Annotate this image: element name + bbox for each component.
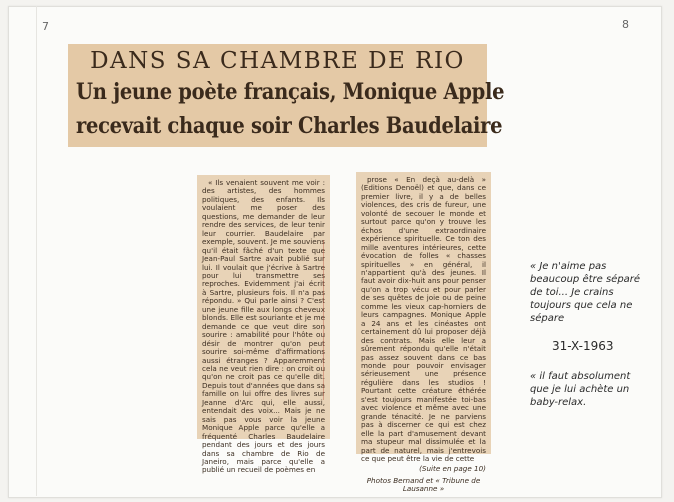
headline-kicker: DANS SA CHAMBRE DE RIO <box>90 48 465 74</box>
photo-credit: Photos Bernand et « Tribune de Lausanne » <box>366 475 481 494</box>
page-number-left: 7 <box>42 20 49 33</box>
article-clipping-right <box>356 172 491 494</box>
article-clipping-left <box>197 175 330 475</box>
article-text-left: « Ils venaient souvent me voir : des artistes, des hommes politiques, des enfants. Ils voulaient me poser des questions, me demander de leur rendre des services, de leur tenir leur courrier. Baudelaire par exemple, souvent. Je me souviens qu'il était fâché d'un texte que Jean-Paul Sartre avait publié sur lui. Il voulait que j'écrive à Sartre pour lui transmettre ses reproches. Evidemment j'ai écrit à Sartre, plusieurs fois. Il n'a pas répondu. » Qui parle ainsi ? C'est une jeune fille aux longs cheveux blonds. Elle est souriante et je me demande ce que veut dire son sourire : amabilité pour l'hôte ou désir de montrer qu'on peut sourire soi-même d'affirmations aussi étranges ? Apparemment cela ne veut rien dire : on croit ou qu'on ne croit pas ce qu'elle dit. Depuis tout d'années que dans sa famille on lui offre des livres sur Jeanne d'Arc qui, elle aussi, entendait des voix... Mais je ne sais pas vous voir la jeune Monique Apple parce qu'elle a fréquenté Charles Baudelaire pendant des jours et des jours dans sa chambre de Rio de Janeiro, mais parce qu'elle a publié un recueil de poèmes en <box>202 178 325 475</box>
continuation-note: (Suite en page 10) <box>419 464 486 474</box>
headline-title-line2: recevait chaque soir Charles Baudelaire <box>76 112 503 139</box>
handwritten-date: 31-X-1963 <box>552 339 614 353</box>
handwritten-note-2: « il faut absolument que je lui achète un baby-relax. <box>530 371 631 408</box>
handwritten-note-1: « Je n'aime pas beaucoup être séparé de toi... Je crains toujours que cela ne sépare <box>530 261 641 324</box>
article-text-right: prose « En deçà au-delà » (Editions Denoël) et que, dans ce premier livre, il y a de belles violences, des cris de fureur, une volonté de secouer le monde et surtout parce qu'on y trouve les échos d'une extraordinaire expérience spirituelle. Ce ton des mille aventures intérieures, cette évocation de folles « chasses spirituelles » en général, il n'appartient qu'à des jeunes. Il faut avoir dix-huit ans pour penser qu'on a trop vécu et pour parler de ses quêtes de joie ou de peine comme les vieux cap-horniers de leurs campagnes. Monique Apple a 24 ans et les cinéastes ont certainement dû lui proposer déjà des contrats. Mais elle leur a sûrement répondu qu'elle n'était pas assez souvent dans ce bas monde pour pouvoir envisager sérieusement une présence régulière dans les studios ! Pourtant cette créature éthérée s'est toujours manifestée toi-bas avec violence et même avec une grande ténacité. Je ne parviens pas à discerner ce qui est chez elle la part d'amusement devant ma stupeur mal dissimulée et la part de naturel, mais j'entrevois ce que peut être la vie de cette <box>361 175 486 463</box>
page-number-right: 8 <box>622 18 629 31</box>
binding-edge <box>36 6 37 496</box>
headline-title-line1: Un jeune poète français, Monique Apple <box>76 78 505 105</box>
headline-clipping <box>68 44 505 147</box>
red-pencil-mark <box>323 240 324 400</box>
